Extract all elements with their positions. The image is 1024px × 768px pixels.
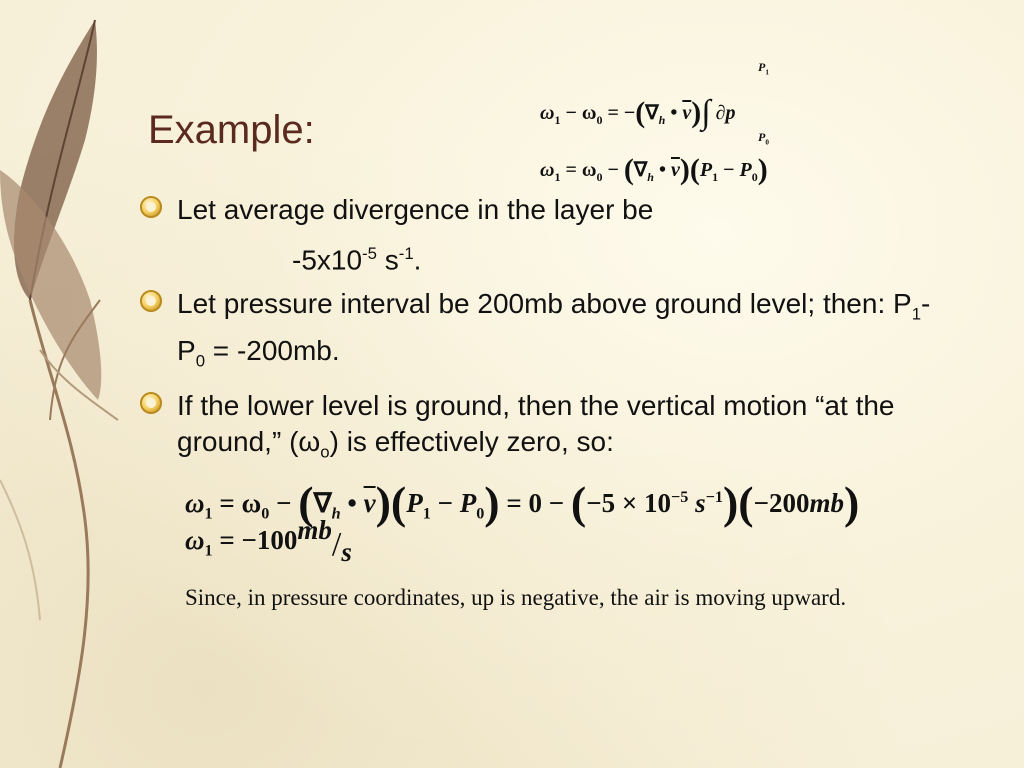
bullet-list bbox=[140, 192, 940, 470]
equation-substitution: $\omega_1 = \omega_0 - (\nabla_h$ • $\overline{v})(P_1 - P_0) = 0 - (-5 \times 10^{-5}$ $s^{-1})(-200mb)$ bbox=[185, 477, 860, 528]
bullet-ground: If the lower level is ground, then the vertical motion “at the ground,” $(\omega_o)$ is effectively zero, so: bbox=[140, 388, 940, 471]
bullet-icon bbox=[140, 290, 162, 312]
equation-integrated: $\omega_1 = \omega_0 - (\nabla_h$ • $\overline{v})(P_1 - P_0)$ bbox=[540, 153, 768, 186]
conclusion-text: Since, in pressure coordinates, up is negative, the air is moving upward. bbox=[185, 585, 847, 610]
bullet-icon bbox=[140, 196, 162, 218]
decorative-leaf-branch bbox=[0, 0, 140, 768]
bullet-pressure: Let pressure interval be 200mb above ground level; then: $P_1-P_0 = -200mb$. bbox=[140, 286, 940, 379]
slide-title: Example: bbox=[148, 108, 315, 152]
bullet-icon bbox=[140, 392, 162, 414]
equation-result: $\omega_1 = -100mb/s$ bbox=[185, 515, 352, 567]
bullet-divergence: Let average divergence in the layer be $-5x10^{-5}$ $s^{-1}$. bbox=[140, 192, 940, 278]
